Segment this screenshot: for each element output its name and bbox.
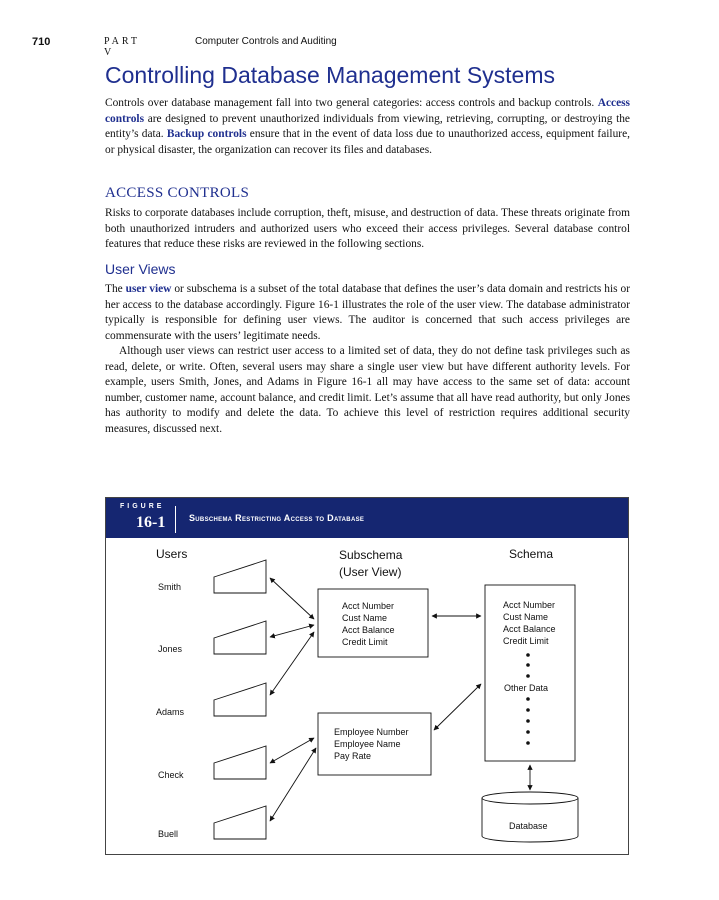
- users-heading: Users: [156, 547, 188, 561]
- terminal-adams: [214, 683, 266, 716]
- terminal-jones: [214, 621, 266, 654]
- section-title: Controlling Database Management Systems: [105, 62, 556, 88]
- arrow-check-view2: [270, 738, 314, 763]
- arrow-adams-view1: [270, 632, 314, 695]
- view2-field: Employee Name: [334, 739, 401, 749]
- subschema-diagram: [106, 498, 630, 856]
- terminal-buell: [214, 806, 266, 839]
- view1-field: Acct Number: [342, 601, 395, 611]
- view1-field: Acct Balance: [342, 625, 395, 635]
- figure-label: FIGURE: [120, 503, 165, 510]
- user-views-paragraph-2: Although user views can restrict user access to a limited set of data, they do not define task privileges such as read, delete, or write. Often, several users may share a single user view but have different authority levels. For example, users Smith, Jones, and Adams in Figure 16-1 all may have access to the same set of data: account number, customer name, account balance, and credit limit. Let’s assume that all have read authority, but only Jones has authority to modify and delete the data. To achieve this level of restriction requires additional security measures, discussed next.: [105, 345, 630, 435]
- access-controls-paragraph: Risks to corporate databases include corruption, theft, misuse, and destruction of data. These threats originate from both unauthorized intruders and authorized users who exceed their access privileges. Several database control features that reduce these risks are reviewed in the following sections.: [105, 207, 630, 251]
- user-jones: Jones: [158, 644, 183, 654]
- schema-field: Acct Number: [503, 600, 556, 610]
- user-buell: Buell: [158, 829, 179, 839]
- arrow-jones-view1: [270, 625, 314, 637]
- view2-field: Employee Number: [334, 727, 409, 737]
- term-backup-controls: Backup controls: [166, 128, 247, 141]
- intro-paragraph: Controls over database management fall into two general categories: access controls and backup controls. Access controls are designed to prevent unauthorized individuals from viewing, retrieving, corrupting, or destroying the entity’s data. Backup controls ensure that in the event of data loss due to unauthorized access, equipment failure, or physical disaster, the organization can recover its files and databases.: [105, 97, 630, 156]
- chapter-title: Computer Controls and Auditing: [195, 36, 337, 47]
- user-smith: Smith: [158, 582, 182, 592]
- database-cylinder: [482, 792, 578, 842]
- arrow-view2-schema: [434, 684, 481, 730]
- view2-field: Pay Rate: [334, 751, 372, 761]
- term-user-view: user view: [125, 283, 172, 295]
- terminal-check: [214, 746, 266, 779]
- schema-field: Credit Limit: [503, 636, 549, 646]
- view1-field: Credit Limit: [342, 637, 388, 647]
- figure-caption: Subschema Restricting Access to Database: [189, 513, 365, 523]
- heading-access-controls: ACCESS CONTROLS: [105, 185, 250, 201]
- schema-field: Cust Name: [503, 612, 549, 622]
- user-adams: Adams: [156, 707, 185, 717]
- heading-user-views: User Views: [105, 261, 176, 277]
- arrow-smith-view1: [270, 578, 314, 619]
- figure-number: 16-1: [136, 514, 166, 531]
- schema-heading: Schema: [509, 547, 554, 561]
- term-access-controls: Access controls: [105, 97, 630, 125]
- schema-other-data: Other Data: [504, 683, 549, 693]
- database-label: Database: [509, 821, 548, 831]
- user-view-heading: (User View): [339, 565, 402, 579]
- part-label: PART V: [104, 36, 140, 58]
- terminal-smith: [214, 560, 266, 593]
- subschema-heading: Subschema: [339, 548, 403, 562]
- schema-field: Acct Balance: [503, 624, 556, 634]
- view1-field: Cust Name: [342, 613, 388, 623]
- user-check: Check: [158, 770, 184, 780]
- figure-16-1: [105, 497, 629, 855]
- user-views-paragraph-1: The user view or subschema is a subset of the total database that defines the user’s data domain and restricts his or her access to the database accordingly. Figure 16-1 illustrates the role of the user view. The database administrator typically is responsible for defining user views. The auditor is concerned that such access privileges are commensurate with the users’ legitimate needs.: [105, 283, 631, 342]
- page-number: 710: [32, 36, 51, 48]
